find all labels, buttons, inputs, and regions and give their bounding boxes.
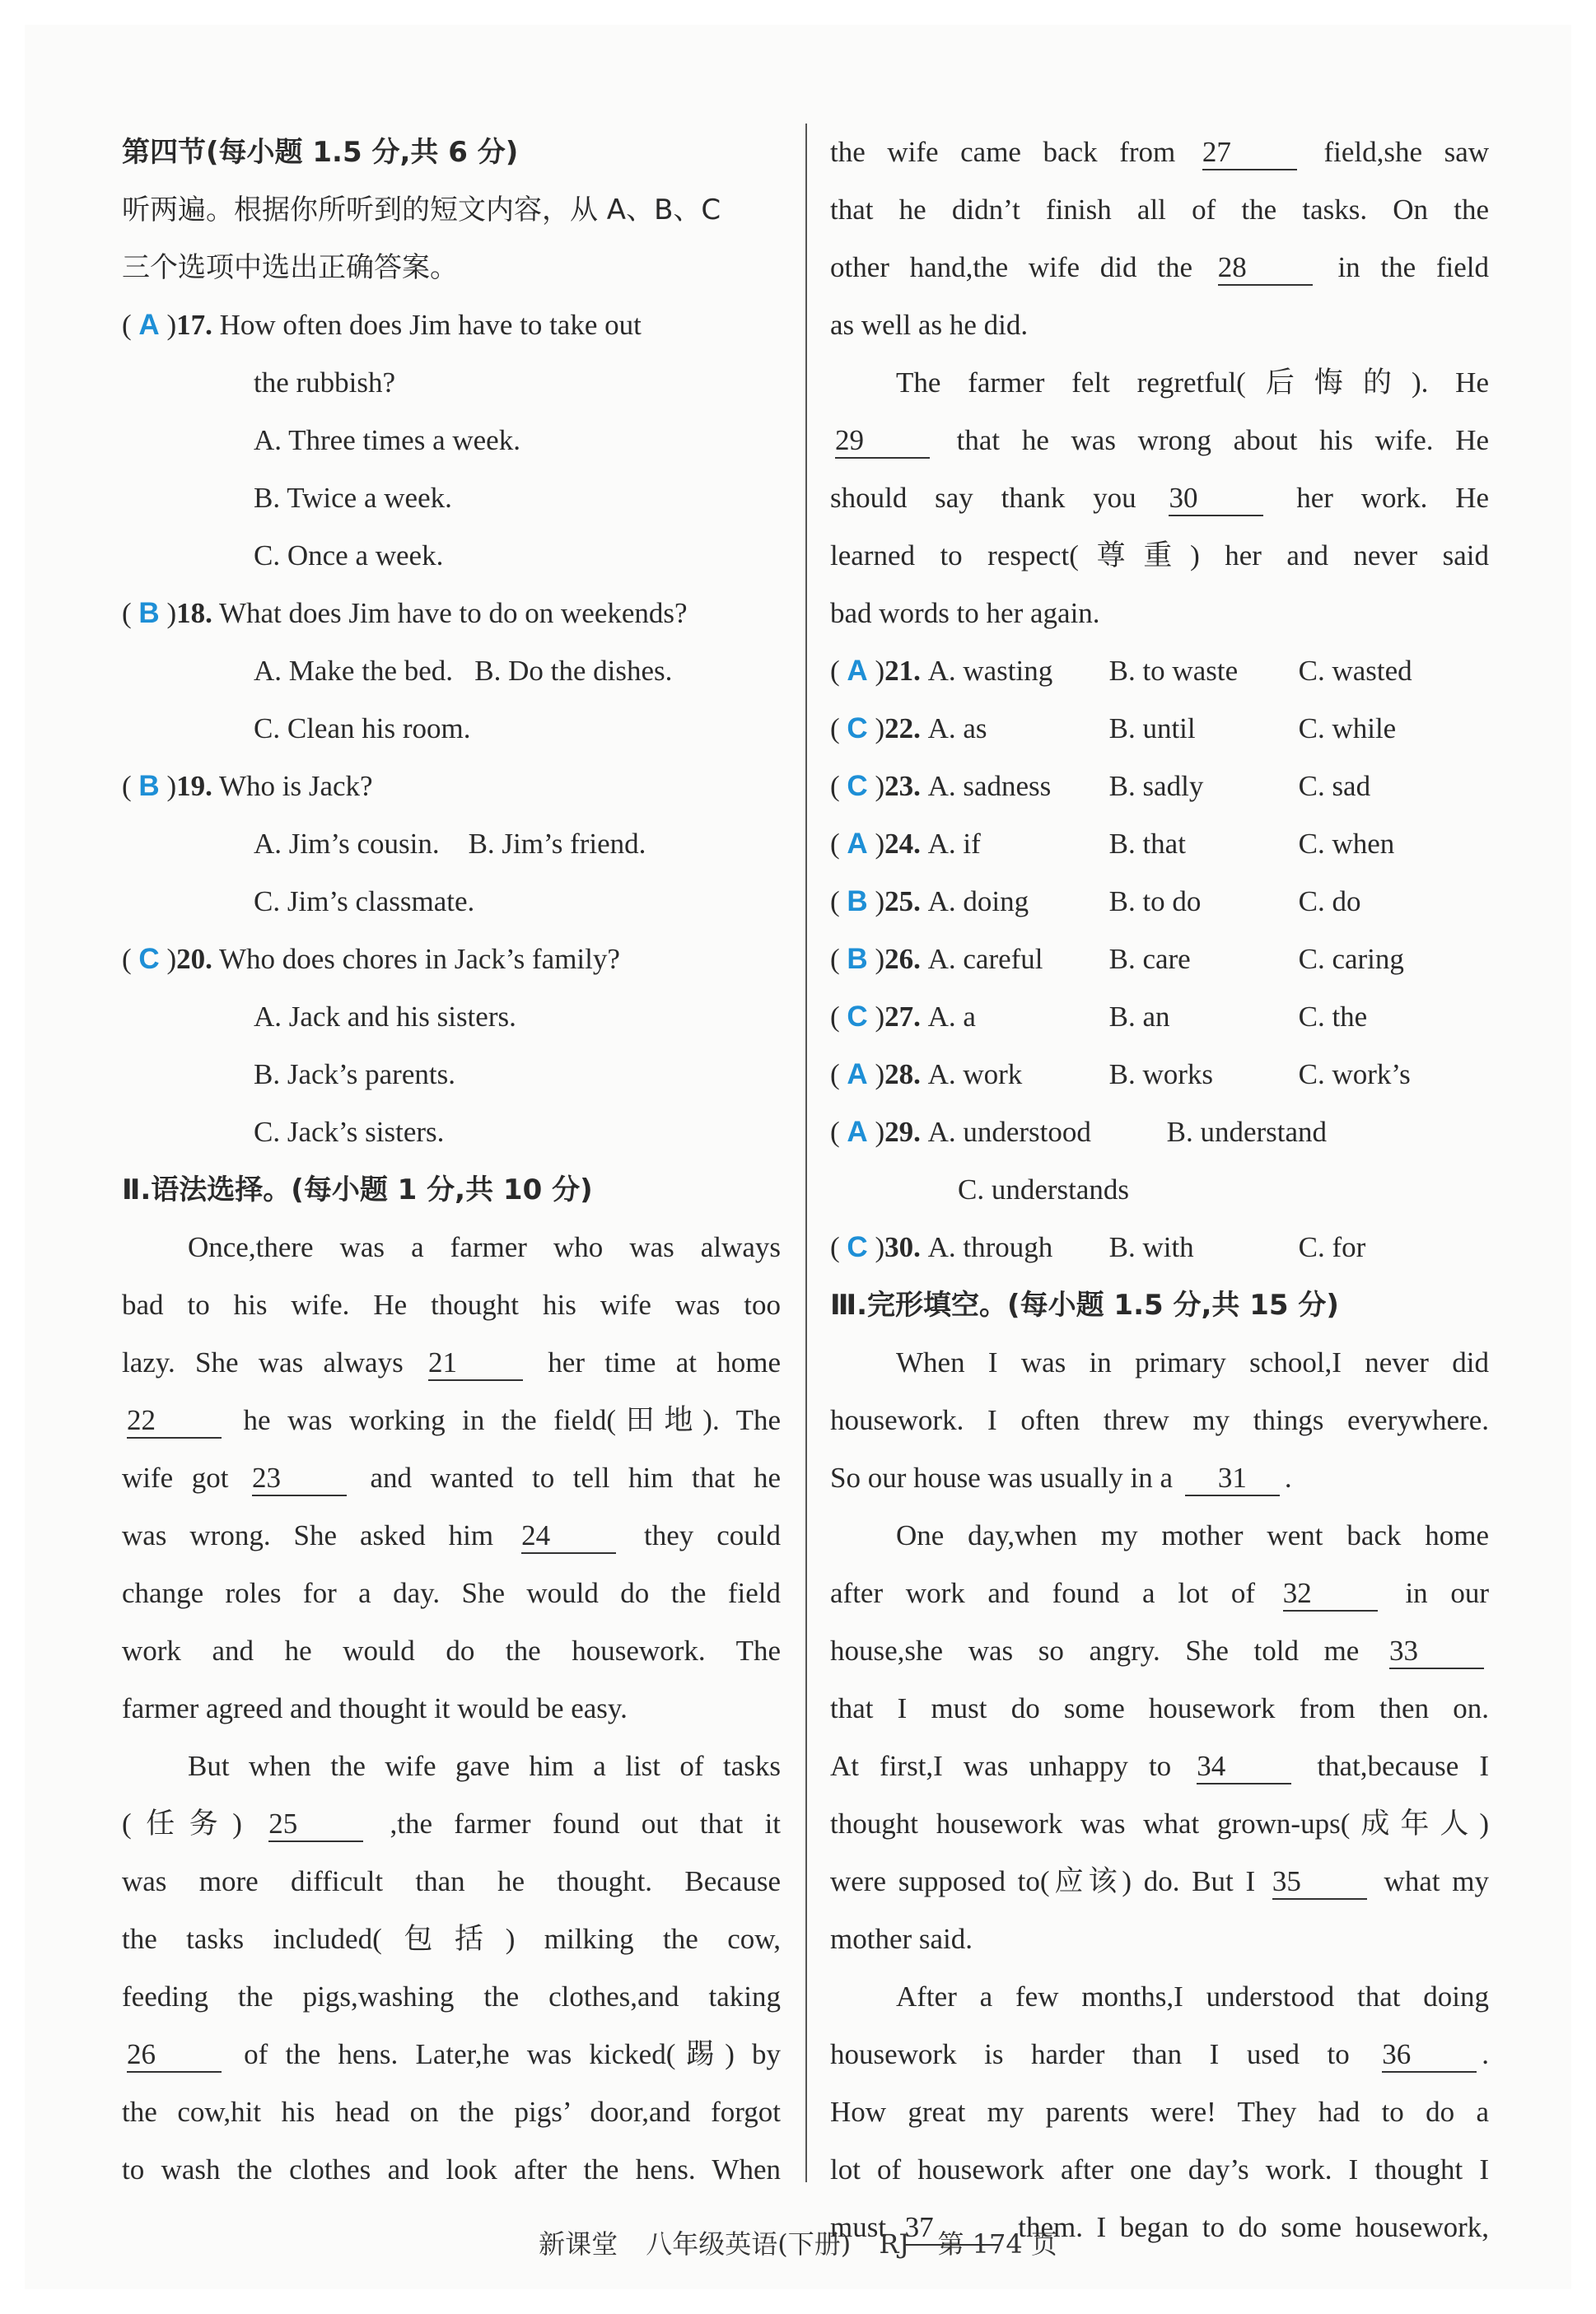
option-a: A. a xyxy=(927,1001,976,1033)
passage1-line: that he didn’t finish all of the tasks. On the xyxy=(830,194,1489,226)
option-19c: C. Jim’s classmate. xyxy=(254,885,475,917)
passage2-line: house,she was so angry. She told me 33 xyxy=(830,1622,1489,1680)
passage1-line: the wife came back from 27 field,she saw xyxy=(830,124,1489,181)
blank-24: 24 xyxy=(521,1519,616,1554)
answer-29: A xyxy=(847,1116,868,1148)
option-a: A. as xyxy=(927,712,987,744)
left-column xyxy=(122,124,781,2199)
option-c: C. when xyxy=(1298,828,1395,860)
question-19: ( B )19. Who is Jack? xyxy=(122,770,373,802)
question-17-cont: the rubbish? xyxy=(254,366,396,399)
passage1-line: should say thank you 30 her work. He xyxy=(830,469,1489,527)
grammar-question-row: ( A )28. A. work B. works C. work’s xyxy=(830,1046,1489,1103)
option-19ab: A. Jim’s cousin. B. Jim’s friend. xyxy=(254,828,646,860)
answer-mark: C xyxy=(847,770,868,802)
footer-edition: RJ xyxy=(879,2228,910,2260)
right-column xyxy=(830,124,1489,2256)
option-b: B. to waste xyxy=(1108,655,1239,687)
answer-19: B xyxy=(138,770,160,802)
blank-28: 28 xyxy=(1218,251,1313,286)
option-a: A. careful xyxy=(927,943,1043,975)
option-20b: B. Jack’s parents. xyxy=(254,1058,455,1090)
grammar-question-row: ( A )21. A. wasting B. to waste C. wasted xyxy=(830,642,1489,700)
answer-30: C xyxy=(847,1231,868,1263)
answer-mark: C xyxy=(847,1001,868,1033)
option-17b: B. Twice a week. xyxy=(254,482,452,514)
passage2-line: after work and found a lot of 32 in our xyxy=(830,1565,1489,1622)
blank-32: 32 xyxy=(1283,1577,1378,1612)
passage2-line: After a few months,I understood that doing xyxy=(896,1980,1489,2013)
grammar-question-row: ( C )23. A. sadness B. sadly C. sad xyxy=(830,758,1489,815)
grammar-question-row: ( C )27. A. a B. an C. the xyxy=(830,988,1489,1046)
footer-brand: 新课堂 xyxy=(539,2228,618,2260)
answer-mark: B xyxy=(847,885,868,917)
passage2-line: One day,when my mother went back home xyxy=(896,1519,1489,1551)
passage1-line: as well as he did. xyxy=(830,309,1029,341)
option-a: A. doing xyxy=(927,885,1029,917)
blank-36: 36 xyxy=(1382,2038,1477,2073)
answer-20: C xyxy=(138,943,160,975)
section4-instruction-2: 三个选项中选出正确答案。 xyxy=(122,251,458,284)
passage1-line: to wash the clothes and look after the hens. When xyxy=(122,2153,781,2186)
option-b: B. to do xyxy=(1108,885,1202,917)
answer-17: A xyxy=(138,309,160,341)
blank-30: 30 xyxy=(1169,482,1263,516)
blank-21: 21 xyxy=(428,1346,523,1381)
passage1-line: change roles for a day. She would do the field xyxy=(122,1577,781,1609)
passage2-line: At first,I was unhappy to 34 that,because I xyxy=(830,1738,1489,1795)
option-b: B. works xyxy=(1108,1058,1213,1090)
answer-mark: B xyxy=(847,943,868,975)
passage2-line: were supposed to(应该) do. But I 35 what my xyxy=(830,1853,1489,1910)
passage2-line: How great my parents were! They had to do a xyxy=(830,2096,1489,2128)
passage2-line: When I was in primary school,I never did xyxy=(896,1346,1489,1379)
section3-title: Ⅲ.完形填空。(每小题 1.5 分,共 15 分) xyxy=(830,1289,1339,1322)
passage1-line: The farmer felt regretful(后悔的). He xyxy=(896,366,1489,399)
section4-instruction-1: 听两遍。根据你所听到的短文内容，从 A、B、C xyxy=(122,194,721,226)
passage2-line: lot of housework after one day’s work. I thought I xyxy=(830,2153,1489,2186)
option-20a: A. Jack and his sisters. xyxy=(254,1001,516,1033)
passage1-line: work and he would do the housework. The xyxy=(122,1635,781,1667)
footer-book: 八年级英语(下册) xyxy=(646,2228,852,2260)
option-c: C. do xyxy=(1298,885,1361,917)
blank-22: 22 xyxy=(127,1404,222,1439)
question-20: ( C )20. Who does chores in Jack’s family? xyxy=(122,943,620,975)
blank-23: 23 xyxy=(252,1462,347,1496)
blank-31: 31 xyxy=(1185,1462,1280,1496)
option-17a: A. Three times a week. xyxy=(254,424,520,456)
blank-33: 33 xyxy=(1389,1635,1484,1669)
column-divider xyxy=(805,124,807,2182)
passage1-line: bad to his wife. He thought his wife was too xyxy=(122,1289,781,1321)
passage1-line: 26 of the hens. Later,he was kicked(踢) by xyxy=(122,2026,781,2083)
passage1-line: was more difficult than he thought. Because xyxy=(122,1865,781,1897)
passage1-line: (任务) 25 ,the farmer found out that it xyxy=(122,1795,781,1853)
option-a: A. wasting xyxy=(927,655,1053,687)
option-b: B. sadly xyxy=(1108,770,1204,802)
passage2-line: must 37 them. I began to do some housework, xyxy=(830,2199,1489,2256)
answer-mark: A xyxy=(847,655,868,687)
option-b: B. that xyxy=(1108,828,1186,860)
passage1-line: feeding the pigs,washing the clothes,and taking xyxy=(122,1980,781,2013)
grammar-question-row: ( B )26. A. careful B. care C. caring xyxy=(830,931,1489,988)
passage1-line: 22 he was working in the field(田地). The xyxy=(122,1392,781,1449)
option-c: C. work’s xyxy=(1298,1058,1411,1090)
option-a: A. work xyxy=(927,1058,1023,1090)
passage1-line: 29 that he was wrong about his wife. He xyxy=(830,412,1489,469)
option-20c: C. Jack’s sisters. xyxy=(254,1116,445,1148)
blank-29: 29 xyxy=(835,424,930,459)
blank-37: 37 xyxy=(905,2211,1000,2246)
passage1-line: Once,there was a farmer who was always xyxy=(188,1231,781,1263)
answer-mark: A xyxy=(847,1058,868,1090)
passage2-line: mother said. xyxy=(830,1923,973,1955)
passage2-line: thought housework was what grown-ups(成年人) xyxy=(830,1808,1489,1840)
passage1-line: other hand,the wife did the 28 in the field xyxy=(830,239,1489,296)
option-b: B. an xyxy=(1108,1001,1170,1033)
option-c: C. wasted xyxy=(1298,655,1412,687)
option-29c: C. understands xyxy=(958,1173,1130,1206)
blank-34: 34 xyxy=(1197,1750,1291,1784)
question-18: ( B )18. What does Jim have to do on weekends? xyxy=(122,597,688,629)
option-17c: C. Once a week. xyxy=(254,539,444,572)
answer-mark: C xyxy=(847,712,868,744)
section2-title: Ⅱ.语法选择。(每小题 1 分,共 10 分) xyxy=(122,1173,593,1206)
blank-27: 27 xyxy=(1202,136,1297,170)
passage2-line: So our house was usually in a 31 . xyxy=(830,1449,1489,1507)
grammar-answer-list xyxy=(830,642,1489,1103)
passage1-line: wife got 23 and wanted to tell him that he xyxy=(122,1449,781,1507)
passage1-line: But when the wife gave him a list of tasks xyxy=(188,1750,781,1782)
passage1-line: lazy. She was always 21 her time at home xyxy=(122,1334,781,1392)
option-c: C. caring xyxy=(1298,943,1404,975)
blank-26: 26 xyxy=(127,2038,222,2073)
passage1-line: the tasks included(包括) milking the cow, xyxy=(122,1923,781,1955)
option-c: C. sad xyxy=(1298,770,1371,802)
option-c: C. while xyxy=(1298,712,1397,744)
section4-title: 第四节(每小题 1.5 分,共 6 分) xyxy=(122,136,519,169)
option-a: A. sadness xyxy=(927,770,1052,802)
grammar-question-row: ( C )22. A. as B. until C. while xyxy=(830,700,1489,758)
option-18c: C. Clean his room. xyxy=(254,712,471,744)
blank-35: 35 xyxy=(1272,1865,1367,1900)
passage1-line: bad words to her again. xyxy=(830,597,1100,629)
grammar-question-row: ( B )25. A. doing B. to do C. do xyxy=(830,873,1489,931)
option-c: C. the xyxy=(1298,1001,1368,1033)
passage1-line: the cow,hit his head on the pigs’ door,and forgot xyxy=(122,2096,781,2128)
passage1-line: farmer agreed and thought it would be easy. xyxy=(122,1692,628,1724)
page-number: 第 174 页 xyxy=(937,2228,1057,2260)
question-17: ( A )17. How often does Jim have to take out xyxy=(122,309,642,341)
passage2-line: housework. I often threw my things everywhere. xyxy=(830,1404,1489,1436)
blank-25: 25 xyxy=(268,1808,363,1842)
question-30: ( C )30. A. through B. with C. for xyxy=(830,1231,1366,1263)
passage2-line: that I must do some housework from then on. xyxy=(830,1692,1489,1724)
question-29: ( A )29. A. understood B. understand xyxy=(830,1116,1328,1148)
option-a: A. if xyxy=(927,828,981,860)
page-footer xyxy=(0,2223,1596,2261)
answer-18: B xyxy=(138,597,160,629)
grammar-question-row: ( A )24. A. if B. that C. when xyxy=(830,815,1489,873)
passage1-line: was wrong. She asked him 24 they could xyxy=(122,1507,781,1565)
passage1-line: learned to respect(尊重) her and never said xyxy=(830,539,1489,572)
option-b: B. until xyxy=(1108,712,1196,744)
passage2-line: housework is harder than I used to 36 . xyxy=(830,2026,1489,2083)
option-b: B. care xyxy=(1108,943,1191,975)
answer-mark: A xyxy=(847,828,868,860)
option-18ab: A. Make the bed. B. Do the dishes. xyxy=(254,655,673,687)
